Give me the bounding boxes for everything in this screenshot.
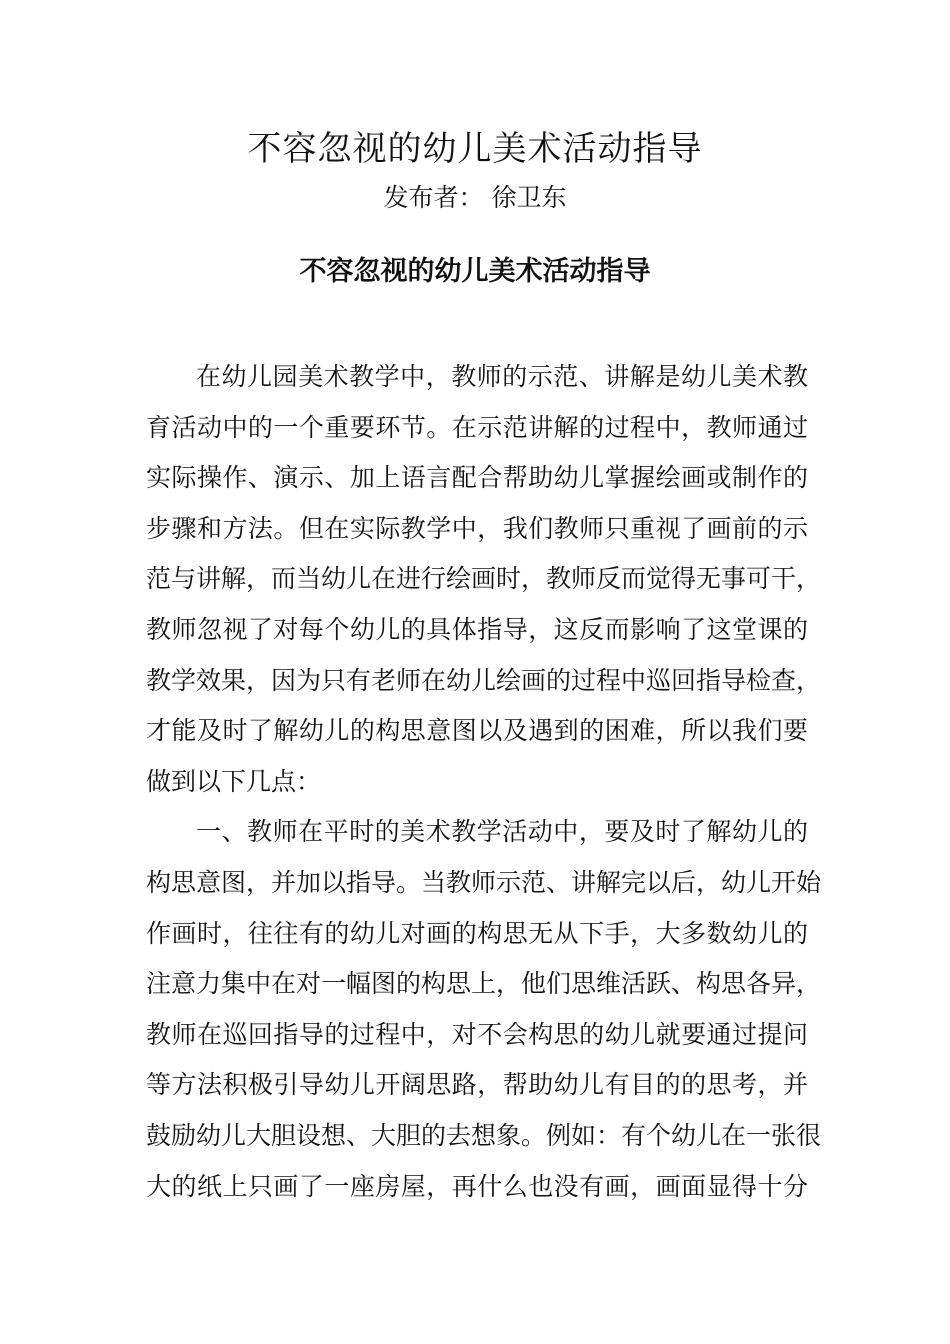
paragraph-line: 注意力集中在对一幅图的构思上，他们思维活跃、构思各异， <box>146 969 822 999</box>
paragraph-line: 做到以下几点： <box>146 766 322 796</box>
document-subtitle: 不容忽视的幼儿美术活动指导 <box>299 256 651 287</box>
document-title: 不容忽视的幼儿美术活动指导 <box>247 129 703 169</box>
author-line: 发布者： 徐卫东 <box>383 183 567 212</box>
paragraph-line: 一、教师在平时的美术教学活动中，要及时了解幼儿的 <box>196 817 808 847</box>
paragraph-line: 等方法积极引导幼儿开阔思路，帮助幼儿有目的的思考，并 <box>146 1070 808 1100</box>
paragraph-line: 作画时，往往有的幼儿对画的构思无从下手，大多数幼儿的 <box>146 918 808 948</box>
paragraph-line: 教师在巡回指导的过程中，对不会构思的幼儿就要通过提问 <box>146 1019 808 1049</box>
body-text <box>146 352 822 1212</box>
paragraph-line: 大的纸上只画了一座房屋，再什么也没有画，画面显得十分 <box>146 1171 808 1201</box>
paragraph-line: 教师忽视了对每个幼儿的具体指导，这反而影响了这堂课的 <box>146 614 808 644</box>
paragraph-line: 鼓励幼儿大胆设想、大胆的去想象。例如：有个幼儿在一张很 <box>146 1120 822 1150</box>
paragraph-line: 教学效果，因为只有老师在幼儿绘画的过程中巡回指导检查， <box>146 665 822 695</box>
paragraph-line: 才能及时了解幼儿的构思意图以及遇到的困难，所以我们要 <box>146 716 808 746</box>
paragraph-line: 步骤和方法。但在实际教学中，我们教师只重视了画前的示 <box>146 513 808 543</box>
paragraph-line: 育活动中的一个重要环节。在示范讲解的过程中，教师通过 <box>146 412 808 442</box>
paragraph-line: 在幼儿园美术教学中，教师的示范、讲解是幼儿美术教 <box>196 362 808 391</box>
paragraph-line: 实际操作、演示、加上语言配合帮助幼儿掌握绘画或制作的 <box>146 463 808 493</box>
paragraph-line: 构思意图，并加以指导。当教师示范、讲解完以后，幼儿开始 <box>146 867 822 897</box>
paragraph-line: 范与讲解，而当幼儿在进行绘画时，教师反而觉得无事可干， <box>146 564 822 594</box>
